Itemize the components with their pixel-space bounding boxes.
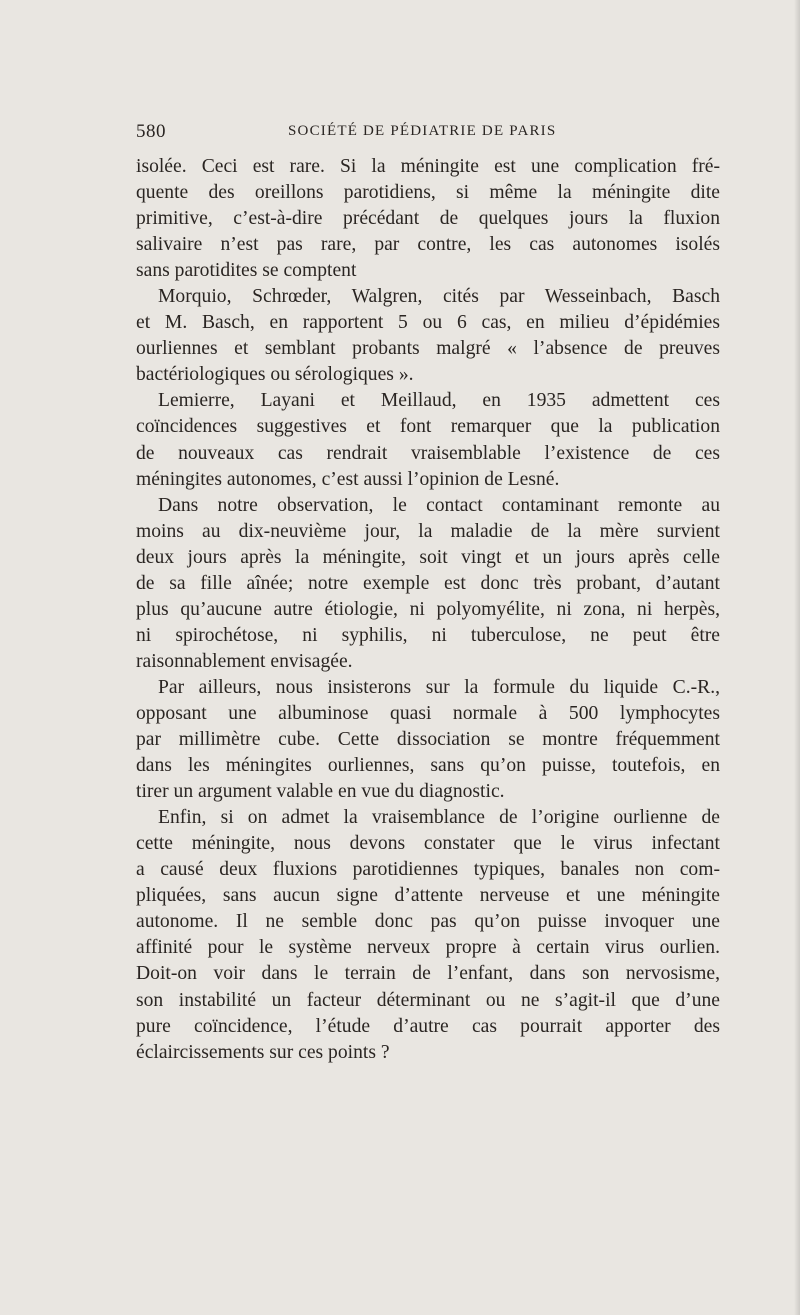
text-line: par millimètre cube. Cette dissociation se montre fréquemment xyxy=(136,729,720,751)
text-line: coïncidences suggestives et font remarquer que la publication xyxy=(136,416,720,438)
text-line: et M. Basch, en rapportent 5 ou 6 cas, en milieu d’épidémies xyxy=(136,312,720,334)
text-line: a causé deux fluxions parotidiennes typiques, banales non com- xyxy=(136,859,720,881)
text-line: plus qu’aucune autre étiologie, ni polyomyélite, ni zona, ni herpès, xyxy=(136,598,720,620)
page-edge-shadow xyxy=(794,0,800,1315)
text-line: primitive, c’est-à-dire précédant de quelques jours la fluxion xyxy=(136,208,720,230)
text-line: Par ailleurs, nous insisterons sur la formule du liquide C.-R., xyxy=(158,676,720,698)
text-line: Morquio, Schrœder, Walgren, cités par Wesseinbach, Basch xyxy=(158,286,720,308)
text-line: Lemierre, Layani et Meillaud, en 1935 admettent ces xyxy=(158,390,720,412)
running-title: SOCIÉTÉ DE PÉDIATRIE DE PARIS xyxy=(288,123,557,139)
text-line: son instabilité un facteur déterminant ou ne s’agit-il que d’une xyxy=(136,989,720,1011)
text-line: éclaircissements sur ces points ? xyxy=(136,1041,390,1063)
text-line: sans parotidites se comptent xyxy=(136,260,357,282)
text-line: de nouveaux cas rendrait vraisemblable l’existence de ces xyxy=(136,442,720,464)
text-line: autonome. Il ne semble donc pas qu’on puisse invoquer une xyxy=(136,911,720,933)
text-line: bactériologiques ou sérologiques ». xyxy=(136,364,414,386)
text-line: pliquées, sans aucun signe d’attente nerveuse et une méningite xyxy=(136,885,720,907)
text-line: Doit-on voir dans le terrain de l’enfant, dans son nervosisme, xyxy=(136,963,720,985)
text-line: salivaire n’est pas rare, par contre, les cas autonomes isolés xyxy=(136,234,720,256)
text-line: raisonnablement envisagée. xyxy=(136,650,353,672)
text-line: tirer un argument valable en vue du diagnostic. xyxy=(136,781,505,803)
body-text xyxy=(136,154,720,1066)
text-line: pure coïncidence, l’étude d’autre cas pourrait apporter des xyxy=(136,1015,720,1037)
text-line: cette méningite, nous devons constater que le virus infectant xyxy=(136,833,720,855)
text-line: quente des oreillons parotidiens, si même la méningite dite xyxy=(136,182,720,204)
text-line: isolée. Ceci est rare. Si la méningite est une complication fré- xyxy=(136,156,720,177)
text-line: affinité pour le système nerveux propre à certain virus ourlien. xyxy=(136,937,720,959)
text-line: Dans notre observation, le contact contaminant remonte au xyxy=(158,494,720,516)
text-line: de sa fille aînée; notre exemple est donc très probant, d’autant xyxy=(136,572,720,594)
text-line: Enfin, si on admet la vraisemblance de l’origine ourlienne de xyxy=(158,807,720,829)
text-line: moins au dix-neuvième jour, la maladie de la mère survient xyxy=(136,520,720,542)
page-header xyxy=(136,121,720,145)
text-line: méningites autonomes, c’est aussi l’opinion de Lesné. xyxy=(136,468,560,490)
text-line: deux jours après la méningite, soit vingt et un jours après celle xyxy=(136,546,720,568)
page-number: 580 xyxy=(136,121,166,142)
text-line: opposant une albuminose quasi normale à 500 lymphocytes xyxy=(136,702,720,724)
text-line: ni spirochétose, ni syphilis, ni tuberculose, ne peut être xyxy=(136,624,720,646)
text-line: dans les méningites ourliennes, sans qu’on puisse, toutefois, en xyxy=(136,755,720,777)
text-line: ourliennes et semblant probants malgré « l’absence de preuves xyxy=(136,338,720,360)
